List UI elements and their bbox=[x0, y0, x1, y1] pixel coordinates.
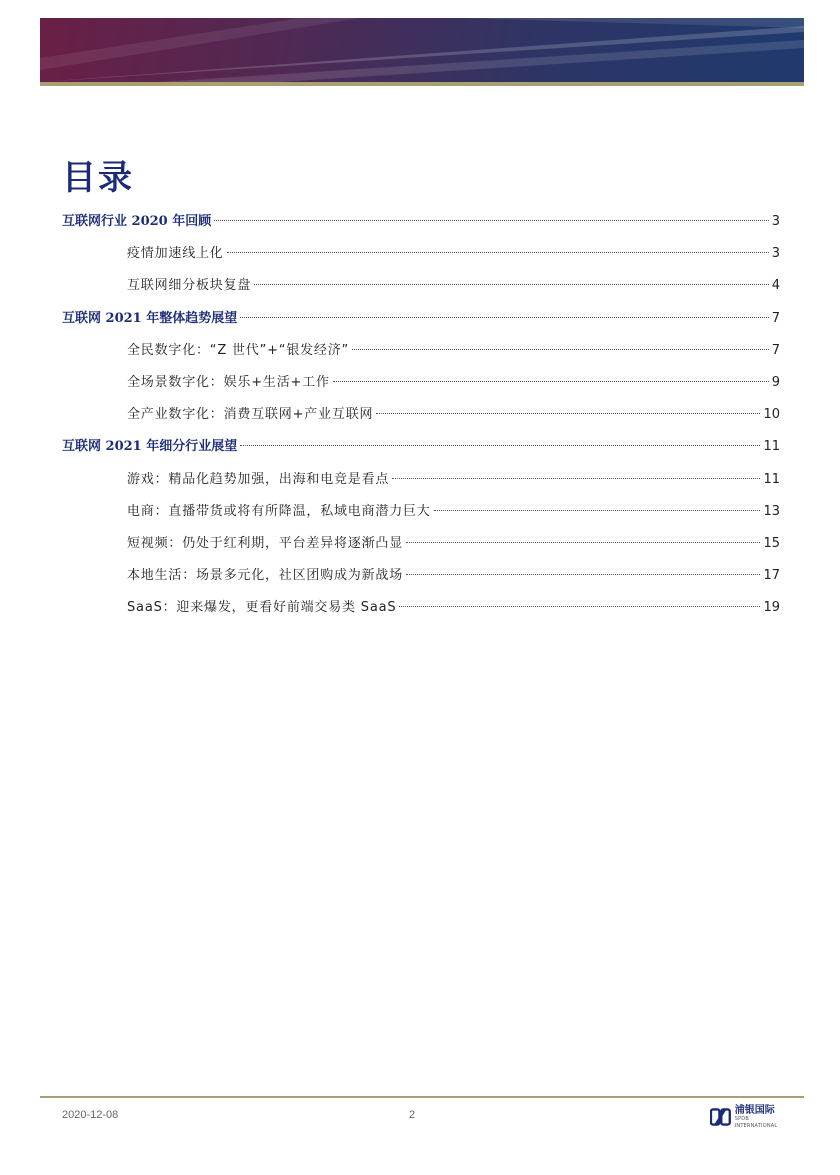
toc-dot-leader bbox=[240, 317, 768, 318]
toc-entry-label: 互联网 2021 年整体趋势展望 bbox=[62, 310, 238, 326]
toc-entry-page: 9 bbox=[771, 375, 780, 390]
toc-dot-leader bbox=[254, 284, 769, 285]
toc-subsection-entry[interactable] bbox=[127, 373, 780, 393]
toc-entry-label: 全场景数字化：娱乐+生活+工作 bbox=[127, 375, 330, 390]
toc-subsection-entry[interactable] bbox=[127, 566, 780, 586]
logo-mark-icon bbox=[710, 1106, 731, 1128]
toc-dot-leader bbox=[406, 574, 760, 575]
toc-dot-leader bbox=[434, 510, 761, 511]
toc-title: 目录 bbox=[62, 158, 134, 198]
toc-section-entry[interactable] bbox=[62, 437, 780, 457]
toc-section-entry[interactable] bbox=[62, 212, 780, 232]
toc-subsection-entry[interactable] bbox=[127, 405, 780, 425]
toc-entry-label: 电商：直播带货或将有所降温，私域电商潜力巨大 bbox=[127, 503, 431, 519]
toc-entry-label: 短视频：仍处于红利期，平台差异将逐渐凸显 bbox=[127, 536, 404, 551]
toc-entry-label: 疫情加速线上化 bbox=[127, 246, 224, 262]
toc-entry-page: 3 bbox=[771, 246, 780, 262]
toc-dot-leader bbox=[227, 252, 769, 253]
toc-entry-page: 10 bbox=[763, 407, 780, 423]
toc-subsection-entry[interactable] bbox=[127, 244, 780, 264]
logo-subtitle: SPDB INTERNATIONAL bbox=[734, 1115, 778, 1129]
toc-entry-label: 游戏：精品化趋势加强，出海和电竞是看点 bbox=[127, 471, 390, 487]
toc-subsection-entry[interactable] bbox=[127, 341, 780, 361]
toc-subsection-entry[interactable] bbox=[127, 598, 780, 618]
toc-dot-leader bbox=[392, 478, 760, 479]
banner-stripes bbox=[40, 18, 804, 82]
toc-subsection-entry[interactable] bbox=[127, 470, 780, 490]
toc-entry-page: 13 bbox=[763, 503, 780, 519]
toc-entry-page: 7 bbox=[771, 310, 780, 326]
toc-subsection-entry[interactable] bbox=[127, 502, 780, 522]
toc-dot-leader bbox=[376, 413, 760, 414]
toc-entry-page: 4 bbox=[771, 278, 780, 294]
footer-rule bbox=[40, 1096, 804, 1098]
toc-entry-label: 互联网行业 2020 年回顾 bbox=[62, 214, 212, 229]
footer-date: 2020-12-08 bbox=[62, 1109, 119, 1121]
toc-dot-leader bbox=[240, 445, 760, 446]
toc-entry-label: 全民数字化：“Z 世代”+“银发经济” bbox=[127, 342, 350, 358]
toc-dot-leader bbox=[399, 606, 760, 607]
toc-dot-leader bbox=[352, 349, 769, 350]
footer-page-number: 2 bbox=[409, 1109, 416, 1121]
header-banner bbox=[40, 18, 804, 82]
toc-entry-page: 3 bbox=[771, 214, 780, 229]
toc-entry-label: 互联网细分板块复盘 bbox=[127, 278, 252, 294]
toc-entry-label: SaaS：迎来爆发，更看好前端交易类 SaaS bbox=[127, 600, 397, 616]
toc-dot-leader bbox=[333, 381, 769, 382]
toc-subsection-entry[interactable] bbox=[127, 534, 780, 554]
toc-dot-leader bbox=[406, 542, 760, 543]
toc-entry-page: 17 bbox=[763, 568, 780, 584]
header-rule bbox=[40, 82, 804, 86]
toc-dot-leader bbox=[214, 220, 768, 221]
toc-entry-label: 本地生活：场景多元化，社区团购成为新战场 bbox=[127, 568, 404, 584]
toc-entry-page: 11 bbox=[763, 439, 780, 455]
toc-section-entry[interactable] bbox=[62, 309, 780, 329]
toc-entry-page: 11 bbox=[763, 471, 780, 487]
toc-entry-page: 7 bbox=[771, 342, 780, 358]
company-logo bbox=[710, 1104, 790, 1130]
toc-subsection-entry[interactable] bbox=[127, 276, 780, 296]
toc-entry-label: 全产业数字化：消费互联网+产业互联网 bbox=[127, 407, 374, 423]
toc-entry-page: 19 bbox=[763, 600, 780, 616]
toc-entry-page: 15 bbox=[763, 536, 780, 551]
toc-entry-label: 互联网 2021 年细分行业展望 bbox=[62, 439, 238, 455]
logo-name: 浦银国际 bbox=[734, 1104, 775, 1116]
